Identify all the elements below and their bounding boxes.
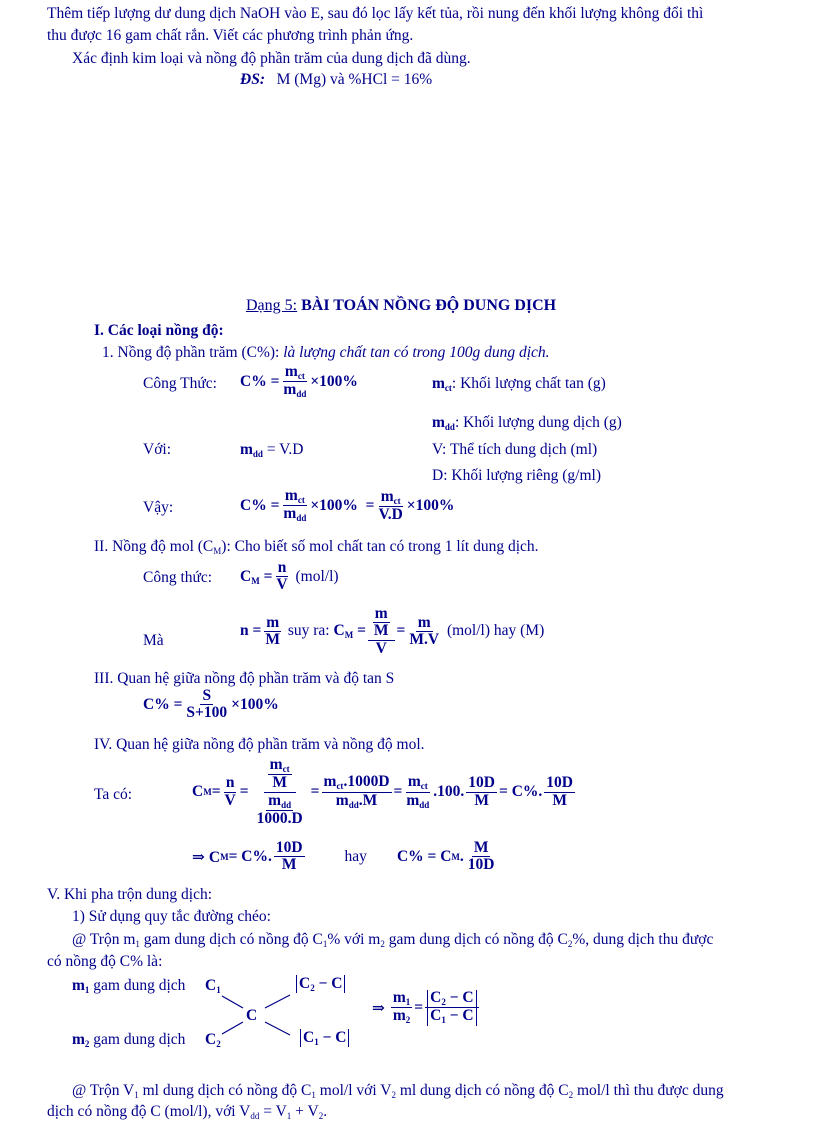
- m1-label: $m_1$ gam dung dịch: [72, 977, 186, 995]
- s5-p1-cont: có nồng độ C% là:: [47, 953, 163, 970]
- s2-formula-label: Công thức:: [143, 569, 213, 586]
- intro-line-1: Thêm tiếp lượng dư dung dịch NaOH vào E, sau đó lọc lấy kết tủa, rồi nung đến khối lượng không đổi thì: [47, 5, 704, 22]
- taco-label: Ta có:: [94, 786, 133, 803]
- formula-cm-derivation: C M = $\frac{n}{V}$ = $\frac{\frac{m_{ct}}{M}}{\frac{m_{dd}}{1000.D}}$ = $\frac{m_{ct}.1000D}{m_{dd}.M}$ = $\frac{m_{ct}}{m_{dd}}$ .100. $\frac{10D}{M}$ = C%. $\frac{10D}{M}$: [192, 756, 573, 828]
- c-node: C: [246, 1007, 258, 1024]
- s4-title: IV. Quan hệ giữa nồng độ phần trăm và nồng độ mol.: [94, 736, 425, 753]
- heading-title: BÀI TOÁN NỒNG ĐỘ DUNG DỊCH: [301, 297, 557, 314]
- formula-ratio: ⇒ $\frac{m_1}{m_2}$ = $\frac{C_2 - C}{C_1 - C}$: [372, 990, 481, 1026]
- s1-item1-label: 1. Nồng độ phần trăm (C%):: [102, 344, 280, 361]
- answer-value: M (Mg) và %HCl = 16%: [276, 71, 433, 88]
- formula-cpercent-s: C% = $\frac{S}{S+100}$ ×100%: [143, 687, 279, 722]
- mdd-desc: : Khối lượng dung dịch (g): [454, 414, 622, 431]
- intro-line-2: thu được 16 gam chất rắn. Viết các phương trình phản ứng.: [47, 27, 414, 44]
- mdd-legend: $m_{dd}$: Khối lượng dung dịch (g): [432, 414, 622, 432]
- answer-label: ĐS:: [240, 71, 265, 88]
- s5-p2-cont: dịch có nồng độ C (mol/l), với $V_{dd} = V_1 + V_2$.: [47, 1103, 328, 1121]
- so-label: Vậy:: [143, 499, 174, 516]
- s5-rule: 1) Sử dụng quy tắc đường chéo:: [72, 908, 271, 925]
- formula-mdd: $m_{dd} = V.D$: [240, 441, 304, 459]
- mct-desc: : Khối lượng chất tan (g): [451, 375, 606, 392]
- cm-unit: (mol/l): [295, 567, 339, 585]
- c2-node: $C_2$: [205, 1031, 221, 1049]
- d-desc: D: Khối lượng riêng (g/ml): [432, 467, 601, 484]
- hay-label: hay: [344, 847, 367, 865]
- c2-minus-c: $C_2 - C$: [296, 975, 345, 993]
- s5-p1: @ Trộn $m_1$ gam dung dịch có nồng độ $C_1\%$ với $m_2$ gam dung dịch có nồng độ $C_2\%$, dung dịch thu được: [72, 931, 714, 949]
- with-label: Với:: [143, 441, 172, 458]
- s2-title-a: II. Nồng độ mol (C: [94, 538, 214, 555]
- formula-cpercent-2: C% = $\frac{m_{ct}}{m_{dd}}$ ×100% = $\frac{m_{ct}}{V.D}$ ×100%: [240, 487, 455, 524]
- mct-legend: $m_{ct}$: Khối lượng chất tan (g): [432, 375, 606, 393]
- s2-title-sub: M: [213, 546, 222, 556]
- s2-title-b: ): Cho biết số mol chất tan có trong 1 lít dung dịch.: [221, 538, 539, 555]
- formula-cpercent: C% = $\frac{m_{ct}}{m_{dd}}$ ×100%: [240, 363, 358, 400]
- suy-ra: suy ra:: [287, 622, 330, 640]
- c1-minus-c: $C_1 - C$: [300, 1029, 349, 1047]
- heading-prefix: Dạng 5:: [246, 297, 298, 314]
- s1-title: I. Các loại nồng độ:: [94, 322, 224, 339]
- m2-label: $m_2$ gam dung dịch: [72, 1031, 186, 1049]
- intro-line-3: Xác định kim loại và nồng độ phần trăm của dung dịch đã dùng.: [72, 50, 471, 67]
- v-desc: V: Thể tích dung dịch (ml): [432, 441, 598, 458]
- c1-node: $C_1$: [205, 977, 221, 995]
- formula-cm-result: ⇒ C M = C%. $\frac{10D}{M}$ hay C% = C M . $\frac{M}{10D}$: [192, 839, 495, 874]
- s1-item1-def: là lượng chất tan có trong 100g dung dịch.: [283, 344, 550, 361]
- s5-p2: @ Trộn $V_1$ ml dung dịch có nồng độ $C_1$ mol/l với $V_2$ ml dung dịch có nồng độ $C_2$ mol/l thì thu được dung: [72, 1082, 724, 1100]
- formula-label-1: Công Thức:: [143, 375, 217, 392]
- ma-label: Mà: [143, 632, 164, 649]
- cm-unit-2: (mol/l) hay (M): [446, 622, 545, 640]
- s3-title: III. Quan hệ giữa nồng độ phần trăm và độ tan S: [94, 670, 395, 687]
- formula-cm: $C_M$ = $\frac{n}{V}$ (mol/l): [240, 559, 339, 594]
- formula-n-cm: n = $\frac{m}{M}$ suy ra: $C_M$ = $\frac{\frac{m}{M}}{V}$ = $\frac{m}{M.V}$ (mol/l) hay (M): [240, 605, 545, 657]
- s5-title: V. Khi pha trộn dung dịch:: [47, 886, 213, 903]
